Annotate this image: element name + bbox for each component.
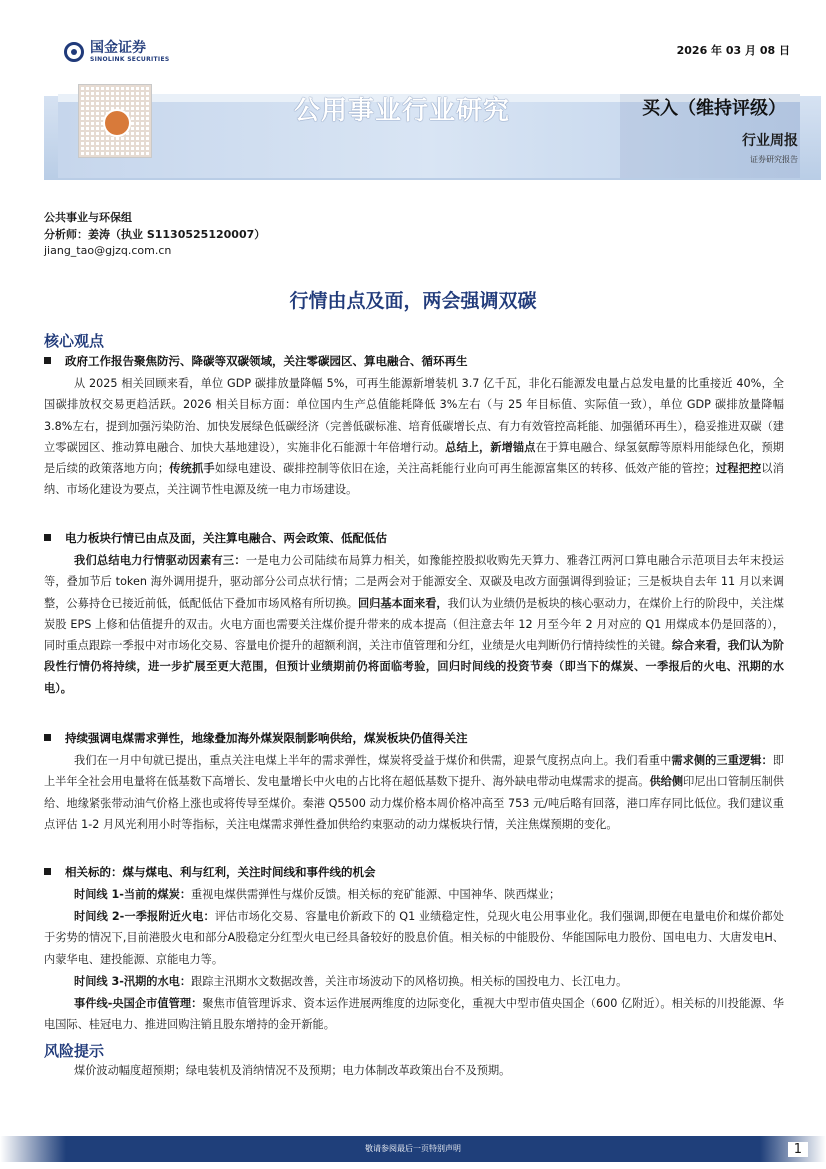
text-run-bold: 供给侧 [649, 775, 684, 789]
text-run: 跟踪主汛期水文数据改善，关注市场波动下的风格切换。相关标的国投电力、长江电力。 [191, 975, 628, 988]
text-run: 从 2025 相关回顾来看，单位 GDP 碳排放量降幅 5%，可再生能源新增装机 3.7 亿千瓦，非化石能源发电量占总发电量的比重接近 40%，全国碳排放权交易更趋活跃。2026 相关目标方面：单位国内生产总值能耗降低 3%左右（与 25 年目标值、实际值一致），单位 GDP 碳排放量降幅 3.8%左右，提到加强污染防治、加快发展绿色低碳经济（完善低碳标准、培育低碳增长点、有力有效管控高耗能、加强循环再生），稳妥推进双碳（建立零碳园区、推动算电融合、加快大基地建设），实施非化石能源十年倍增行动。 [44, 377, 784, 454]
bullet-text: 相关标的：煤与煤电、利与红利，关注时间线和事件线的机会 [65, 865, 376, 879]
report-type: 行业周报 [742, 133, 798, 149]
report-headline: 行情由点及面，两会强调双碳 [289, 290, 537, 312]
company-logo [64, 40, 169, 64]
footer-disclaimer[interactable]: 敬请参阅最后一页特别声明 [365, 1144, 461, 1153]
text-run-bold: 传统抓手 [169, 462, 215, 476]
text-run: 以消纳、市场化建设为要点，关注调节性电源及统一电力市场建设。 [44, 462, 784, 497]
paragraph [44, 884, 784, 905]
text-run: 煤价波动幅度超预期；绿电装机及消纳情况不及预期；电力体制改革政策出台不及预期。 [74, 1064, 511, 1077]
page-number: 1 [788, 1142, 808, 1157]
bullet-heading [44, 353, 784, 369]
bullet-square-icon [44, 357, 51, 364]
text-run: 我们认为业绩仍是板块的核心驱动力，在煤价上行的阶段中，关注煤炭股 EPS 上修和估值提升的双击。火电方面也需要关注煤价提升带来的成本提高（但注意去年 12 月至今年 2 月对应的 Q1 用煤成本仍是回落的），同时重点跟踪一季报中对市场化交易、容量电价提升的超额利润，关注市值管理和分红，业绩是火电判断仍行情持续性的关键。 [44, 596, 784, 653]
qr-code-icon [78, 84, 152, 158]
risk-paragraph [44, 1060, 784, 1081]
logo-name-en: SINOLINK SECURITIES [90, 56, 170, 63]
section-title-risk: 风险提示 [44, 1042, 105, 1060]
analyst-info: 分析师：姜涛（执业 S1130525120007） [44, 228, 266, 241]
bullet-square-icon [44, 534, 51, 541]
text-run: 如绿电建设、碳排控制等依旧在途，关注高耗能行业向可再生能源富集区的转移、低效产能的管控； [214, 462, 716, 476]
bullet-heading [44, 730, 784, 746]
paragraph [44, 373, 784, 501]
text-run: 一是电力公司陆续布局算力相关，如豫能控股拟收购先天算力、雅砻江两河口算电融合示范项目去年末投运等，叠加节后 token 海外调用提升，驱动部分公司点状行情；二是两会对于能源安全、双碳及电改方面强调得到验证；三是板块自去年 11 月以来调整，公募持仓已接近前低，低配低估下叠加市场风格有所切换。 [44, 554, 784, 610]
text-run: 印尼出口管制压制供给、地缘紧张带动油气价格上涨也或将传导至煤价。秦港 Q5500 动力煤价格本周价格冲高至 753 元/吨后略有回落，港口库存同比低位。我们建议重点评估 1-2 月风光利用小时等指标，关注电煤需求弹性叠加供给约束驱动的动力煤板块行情，关注焦煤预期的变化。 [44, 775, 784, 831]
bullet-text: 电力板块行情已由点及面，关注算电融合、两会政策、低配低估 [65, 531, 387, 545]
bullet-square-icon [44, 868, 51, 875]
paragraph [44, 906, 784, 970]
logo-name-cn: 国金证券 [90, 40, 146, 56]
text-run-bold: 时间线 1-当前的煤炭： [74, 888, 192, 901]
bullet-text: 政府工作报告聚焦防污、降碳等双碳领域，关注零碳园区、算电融合、循环再生 [65, 354, 468, 368]
report-subtype: 证券研究报告 [750, 155, 798, 164]
bullet-heading [44, 864, 784, 880]
header-banner [44, 28, 821, 180]
text-run: 在于算电融合、绿氢氨醇等原料用能绿色化，预期是后续的政策落地方向； [44, 440, 784, 476]
text-run: 重视电煤供需弹性与煤价反馈。相关标的兖矿能源、中国神华、陕西煤业； [191, 888, 561, 901]
text-run-bold: 时间线 3-汛期的水电： [74, 975, 192, 988]
report-title: 公用事业行业研究 [294, 96, 511, 126]
report-date: 2026 年 03 月 08 日 [676, 44, 790, 57]
paragraph [44, 993, 784, 1036]
paragraph [44, 971, 784, 992]
bullet-heading [44, 530, 784, 546]
text-run: 即上半年全社会用电量将在低基数下高增长、发电量增长中火电的占比将在超低基数下提升、海外缺电带动电煤需求的提高。 [44, 754, 784, 789]
text-run-bold: 过程把控 [715, 462, 762, 476]
text-run-bold: 时间线 2-一季报附近火电： [74, 910, 215, 923]
text-run: 我们在一月中旬就已提出，重点关注电煤上半年的需求弹性，煤炭将受益于煤价和供需，迎景气度拐点向上。我们看重中 [74, 754, 672, 767]
paragraph [44, 550, 784, 699]
logo-icon [64, 42, 84, 62]
text-run: 评估市场化交易、容量电价新政下的 Q1 业绩稳定性，兑现火电公用事业化。我们强调,即便在电量电价和煤价都处于劣势的情况下,目前港股火电和部分A股稳定分红型火电已经具备较好的股息价值。相关标的中能股份、华能国际电力股份、国电电力、大唐发电H、内蒙华电、建投能源、京能电力等。 [44, 910, 784, 966]
text-run-bold: 总结上，新增锚点 [445, 440, 536, 454]
text-run-bold: 综合来看，我们认为阶段性行情仍将持续，进一步扩展至更大范围，但预计业绩期前仍将面临考验，回归时间线的投资节奏（即当下的煤炭、一季报后的火电、汛期的水电）。 [44, 639, 784, 695]
paragraph [44, 750, 784, 835]
rating-label: 买入（维持评级） [642, 98, 786, 119]
text-run-bold: 我们总结电力行情驱动因素有三： [74, 554, 246, 567]
text-run-bold: 事件线-央国企市值管理： [74, 997, 203, 1010]
bullet-square-icon [44, 734, 51, 741]
section-title-core: 核心观点 [44, 332, 105, 350]
text-run: 聚焦市值管理诉求、资本运作进展两维度的边际变化，重视大中型市值央国企（600 亿附近）。相关标的川投能源、华电国际、桂冠电力、推进回购注销且股东增持的金开新能。 [44, 997, 784, 1032]
research-group: 公共事业与环保组 [44, 211, 132, 224]
text-run-bold: 回归基本面来看， [357, 596, 448, 610]
bullet-text: 持续强调电煤需求弹性，地缘叠加海外煤炭限制影响供给，煤炭板块仍值得关注 [65, 731, 468, 745]
analyst-email[interactable]: jiang_tao@gjzq.com.cn [44, 244, 172, 257]
text-run-bold: 需求侧的三重逻辑： [671, 754, 773, 767]
